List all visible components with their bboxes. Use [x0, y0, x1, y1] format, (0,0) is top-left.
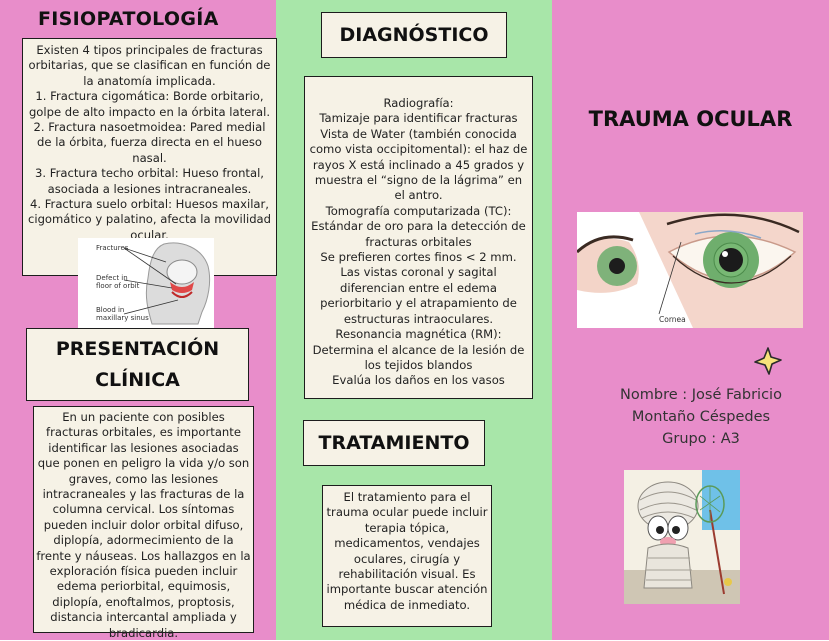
presentacion-heading: PRESENTACIÓN CLÍNICA — [55, 337, 220, 391]
fractures-label: Fractures — [96, 244, 129, 252]
defect-label: Defect in floor of orbit — [96, 274, 140, 290]
tratamiento-text: El tratamiento para el trauma ocular puede incluir terapia tópica, medicamentos, vendajes oculares, cirugía y rehabilitación visual. Es importante buscar atención médica de inmediato. — [326, 490, 488, 612]
star-icon — [754, 347, 782, 375]
presentacion-text: En un paciente con posibles fracturas orbitales, es importante identificar las lesiones asociadas que ponen en peligro la vida y/o son graves, como las lesiones intracraneales y las fracturas de la columna cervical. Los síntomas pueden incluir dolor orbital difuso, diplopía, adormecimiento de la frente y náuseas. Los hallazgos en la exploración física pueden incluir edema periorbital, equimosis, diplopía, enoftalmos, proptosis, distancia intercantal ampliada y bradicardia. — [36, 410, 251, 640]
presentacion-heading-box — [26, 328, 249, 401]
diagnostico-heading-box — [321, 12, 507, 58]
blood-label: Blood in maxillary sinus — [96, 306, 149, 322]
orbital-fracture-diagram — [78, 238, 214, 328]
fisiopatologia-heading: FISIOPATOLOGÍA — [38, 8, 219, 30]
fisiopatologia-text: Existen 4 tipos principales de fracturas orbitarias, que se clasifican en función de la anatomía implicada. 1. Fractura cigomática: Borde orbitario, golpe de alto impacto en la órbita lateral. 2. Fractura nasoetmoidea: Pared medial de la órbita, fuerza directa en el hueso nasal. 3. Fractura techo orbital: Hueso frontal, asociada a lesiones intracraneales. 4. Fractura suelo orbital: Huesos maxilar, cigomático y palatino, afecta la movilidad ocular. — [27, 43, 272, 242]
tratamiento-heading: TRATAMIENTO — [318, 432, 470, 454]
brochure-title: TRAUMA OCULAR — [588, 107, 793, 131]
diagnostico-text-box — [304, 76, 533, 399]
cornea-label: Cornea — [659, 315, 686, 324]
tratamiento-heading-box — [303, 420, 485, 466]
author-info: Nombre : José Fabricio Montaño Céspedes Grupo : A3 — [620, 387, 782, 447]
cartoon-bandaged-character-image — [624, 470, 740, 604]
presentacion-text-box — [33, 406, 254, 640]
tratamiento-text-box — [322, 485, 492, 627]
diagnostico-heading: DIAGNÓSTICO — [339, 24, 489, 46]
eye-illustration — [577, 212, 803, 328]
diagnostico-text: Radiografía: Tamizaje para identificar fracturas Vista de Water (también conocida como vista occipitomental): el haz de rayos X está inclinado a 45 grados y muestra el “signo de la lágrima” en el antro. Tomografía computarizada (TC): Estándar de oro para la detección de fracturas orbitales Se prefieren cortes finos < 2 mm. Las vistas coronal y sagital diferencian entre el edema periorbitario y el atrapamiento de estructuras intraoculares. Resonancia magnética (RM): Determina el alcance de la lesión de los tejidos blandos Evalúa los daños en los vasos — [309, 96, 528, 388]
